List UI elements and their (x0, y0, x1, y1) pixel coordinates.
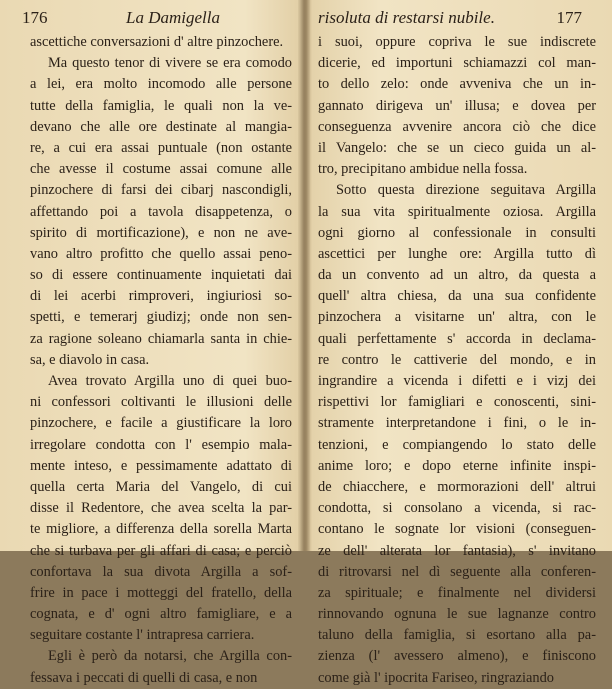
text-line: i suoi, oppure copriva le sue indiscrete (318, 34, 596, 50)
text-line: rinnovando ognuna le sue lagnanze contro (318, 606, 596, 623)
text-line: quali perfettamente s' accorda in declama- (318, 330, 596, 347)
page-number: 177 (556, 8, 582, 27)
text-line: quella certa Maria del Vangelo, di cui (30, 478, 292, 495)
text-line: come già l' ipocrita Fariseo, ringraziando (318, 669, 554, 686)
text-line: la sua vita spiritualmente oziosa. Argilla (318, 203, 596, 220)
text-line: a lei, era molto incomodo alle persone (30, 76, 292, 93)
text-line: frire in pace i motteggi del fratello, della (30, 584, 292, 601)
text-line: che avesse il costume assai comune alle (30, 161, 292, 178)
text-line: rispettivi lor famigliari e conoscenti, sini- (318, 394, 596, 411)
page-number: 176 (22, 8, 48, 27)
text-line: ingrandire a vicenda i difetti e i vizj dei (318, 373, 596, 389)
text-line: dicerie, ed importuni schiamazzi col man- (318, 55, 596, 72)
text-line: te migliore, a differenza della sorella Marta (30, 521, 292, 538)
text-line: Ma questo tenor di vivere se era comodo (48, 55, 292, 72)
text-line: il Vangelo: che se un cieco guida un al- (318, 139, 596, 156)
left-page-header (0, 8, 300, 30)
text-line: tro, precipitano ambidue nella fossa. (318, 161, 528, 178)
text-line: ascettiche conversazioni d' altre pinzochere. (30, 34, 284, 50)
text-line: ascettici per lunghe ore: Argilla tutto dì (318, 245, 596, 262)
text-line: re, a cui era assai puntuale (non ostante (30, 139, 292, 156)
right-page-header (308, 8, 612, 30)
text-line: sa, e diavolo in casa. (30, 351, 150, 368)
text-line: che si turbava per gli affari di casa; e perciò (30, 542, 292, 559)
text-line: ni confessori coltivanti le illusioni delle (30, 394, 292, 411)
text-line: tutte della famiglia, le quali non la ve- (30, 97, 292, 114)
running-head: risoluta di restarsi nubile. (318, 8, 495, 27)
page-body (30, 32, 292, 689)
text-line: re contro le cattiverie del mondo, e in (318, 351, 596, 368)
text-line: irregolare condotta con l' esempio mala- (30, 436, 292, 453)
text-line: vano altro profitto che quello assai peno- (30, 245, 292, 262)
text-line: pinzochera a visitarne un' altra, con le (318, 309, 596, 326)
text-line: so di essere continuamente inquietati dai (30, 267, 292, 284)
text-line: Egli è però da notarsi, che Argilla con- (48, 648, 292, 665)
text-line: pinzochere, e facile a giustificare la loro (30, 415, 292, 432)
text-line: di ritrovarsi nel dì seguente alla conferen- (318, 563, 596, 580)
text-line: da un convento ad un altro, da questa a (318, 267, 596, 284)
text-line: spetti, e temerarj giudizj; onde non sen- (30, 309, 292, 326)
text-line: quell' altra chiesa, da una sua confidente (318, 288, 596, 305)
text-line: confortava la sua divota Argilla a sof- (30, 563, 292, 580)
text-line: cognata, e d' ogni altro famigliare, e a (30, 606, 292, 623)
text-line: zienza (l' avessero almeno), e finiscono (318, 648, 596, 665)
text-line: stramente interpretandone i fini, o le in- (318, 415, 596, 432)
text-line: mente inteso, e pessimamente adattato di (30, 457, 292, 474)
text-line: seguitare costante l' intrapresa carriera. (30, 627, 255, 644)
text-line: anime loro; e dopo eterne infinite inspi- (318, 457, 596, 474)
running-head: La Damigella (126, 8, 220, 27)
text-line: za ragione soleano chiamarla santa in chie- (30, 330, 292, 347)
text-line: di lei acerbi rimproveri, ingiuriosi so- (30, 288, 292, 305)
text-line: contano le sognate lor visioni (conseguen- (318, 521, 596, 538)
text-line: tenzioni, e compiangendo lo stato delle (318, 436, 596, 453)
text-line: Avea trovato Argilla uno di quei buo- (48, 373, 292, 389)
text-line: conseguenza avvenire ancora ciò che dice (318, 118, 596, 135)
text-line: spirito di mortificazione), e non ne ave- (30, 224, 292, 241)
text-line: affettando poi a tavola disappetenza, o (30, 203, 292, 220)
text-line: ogni giorno al confessionale in consulti (318, 224, 596, 241)
text-line: to dello zelo: onde avveniva che un in- (318, 76, 596, 93)
right-page (308, 0, 612, 686)
text-line: fessava i peccati di quelli di casa, e non (30, 669, 258, 686)
text-line: taluno della famiglia, si esortano alla pa- (318, 627, 596, 644)
text-line: gannato dirigeva un' illusa; e dovea per (318, 97, 596, 114)
text-line: condotta, si consolano a vicenda, si rac- (318, 500, 596, 517)
text-line: Sotto questa direzione seguitava Argilla (336, 182, 596, 199)
text-line: pinzochere di farsi dei cibarj nascondigli, (30, 182, 292, 199)
page-body (318, 32, 596, 689)
text-line: za spirituale; e finalmente nel dividersi (318, 584, 596, 601)
text-line: devano che alle ore destinate al mangia- (30, 118, 292, 135)
text-line: de chiacchere, e mormorazioni dell' altrui (318, 478, 596, 495)
left-page (0, 0, 300, 686)
text-line: disse il Redentore, che avea scelta la par- (30, 500, 292, 517)
text-line: ze dell' alterata lor fantasia), s' invitano (318, 542, 596, 559)
